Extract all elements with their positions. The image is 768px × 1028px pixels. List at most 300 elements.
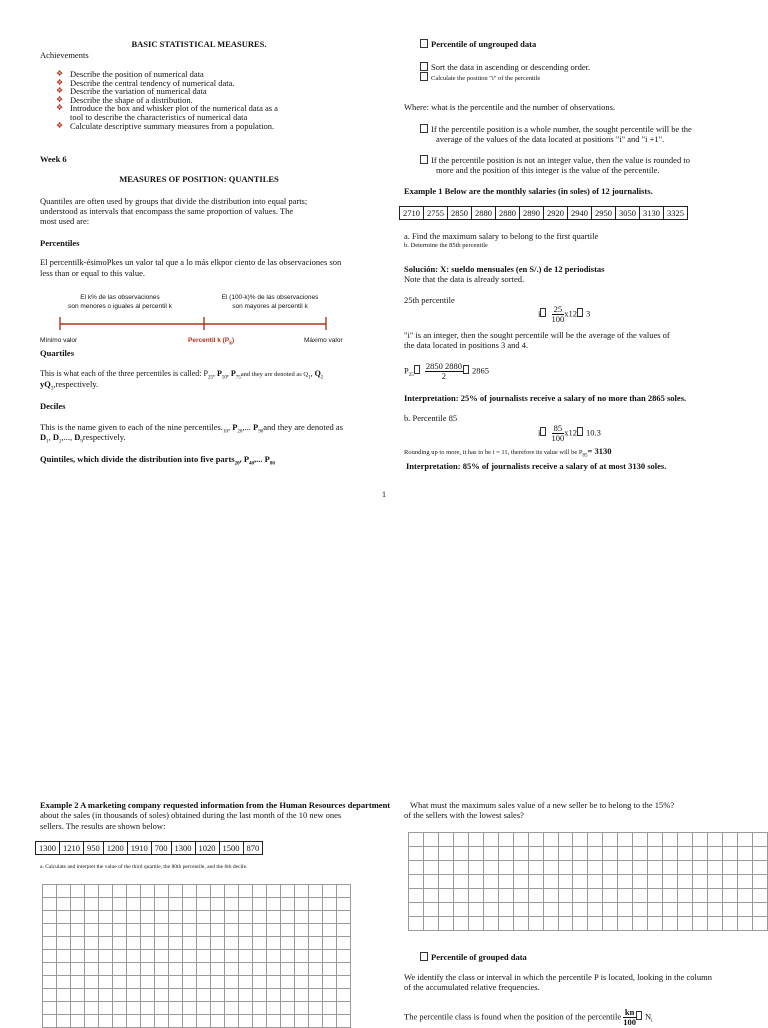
grid-cell bbox=[155, 976, 169, 989]
grid-cell bbox=[43, 898, 57, 911]
grid-cell bbox=[528, 833, 543, 847]
grid-cell bbox=[239, 1002, 253, 1015]
salary-cell: 3050 bbox=[616, 207, 640, 220]
grid-cell bbox=[678, 875, 693, 889]
grid-cell bbox=[573, 917, 588, 931]
grid-cell bbox=[483, 875, 498, 889]
diagram-right-label-1: El (100-k)% de las observaciones bbox=[221, 294, 319, 301]
grid-cell bbox=[438, 833, 453, 847]
percentile-definition-1: El percentilk-ésimoPkes un valor tal que a lo más elkpor ciento de las observaciones son bbox=[40, 257, 342, 267]
grid-cell bbox=[43, 937, 57, 950]
grid-cell bbox=[225, 963, 239, 976]
grid-cell bbox=[453, 875, 468, 889]
grid-cell bbox=[85, 937, 99, 950]
grid-cell bbox=[211, 1015, 225, 1028]
grid-cell bbox=[169, 924, 183, 937]
grid-cell bbox=[295, 950, 309, 963]
grid-cell bbox=[267, 937, 281, 950]
formula-p25-position: i $\frac{25}{100}$ x12 3 bbox=[538, 304, 591, 324]
grid-cell bbox=[752, 917, 767, 931]
grid-cell bbox=[43, 1015, 57, 1028]
sales-cell: 1020 bbox=[195, 842, 219, 855]
grid-cell bbox=[483, 889, 498, 903]
checkbox-icon bbox=[420, 72, 428, 81]
grid-cell bbox=[281, 989, 295, 1002]
grid-cell bbox=[169, 1002, 183, 1015]
grid-cell bbox=[409, 847, 424, 861]
grid-cell bbox=[737, 875, 752, 889]
grid-cell bbox=[253, 885, 267, 898]
grid-cell bbox=[453, 889, 468, 903]
grid-cell bbox=[678, 861, 693, 875]
grid-cell bbox=[483, 917, 498, 931]
grid-cell bbox=[483, 861, 498, 875]
diagram-left-label-1: El k% de las observaciones bbox=[80, 294, 160, 301]
grid-cell bbox=[337, 911, 351, 924]
grid-cell bbox=[323, 989, 337, 1002]
grid-cell bbox=[337, 885, 351, 898]
salary-cell: 2880 bbox=[472, 207, 496, 220]
grid-cell bbox=[453, 847, 468, 861]
grid-cell bbox=[155, 911, 169, 924]
grid-cell bbox=[409, 875, 424, 889]
grid-cell bbox=[239, 924, 253, 937]
grid-cell bbox=[141, 885, 155, 898]
grid-cell bbox=[71, 924, 85, 937]
grid-cell bbox=[573, 889, 588, 903]
grid-cell bbox=[309, 911, 323, 924]
grid-cell bbox=[43, 885, 57, 898]
grid-cell bbox=[468, 903, 483, 917]
sales-cell: 700 bbox=[151, 842, 171, 855]
grid-cell bbox=[483, 833, 498, 847]
grid-cell bbox=[309, 989, 323, 1002]
grid-cell bbox=[99, 1002, 113, 1015]
grid-cell bbox=[752, 889, 767, 903]
grid-cell bbox=[752, 903, 767, 917]
grid-cell bbox=[99, 963, 113, 976]
grid-cell bbox=[267, 989, 281, 1002]
grid-cell bbox=[423, 917, 438, 931]
grid-cell bbox=[141, 1002, 155, 1015]
grid-cell bbox=[752, 833, 767, 847]
grid-cell bbox=[71, 898, 85, 911]
quartiles-heading: Quartiles bbox=[40, 348, 74, 358]
grid-cell bbox=[309, 924, 323, 937]
solution-note: Note that the data is already sorted. bbox=[404, 274, 525, 284]
rule-2a: If the percentile position is not an integer value, then the value is rounded to bbox=[420, 155, 690, 165]
grid-cell bbox=[309, 937, 323, 950]
grid-cell bbox=[295, 963, 309, 976]
grid-cell bbox=[543, 889, 558, 903]
grid-cell bbox=[648, 861, 663, 875]
percentile-number-line bbox=[40, 314, 360, 330]
grid-cell bbox=[693, 861, 708, 875]
equals-icon bbox=[577, 427, 583, 436]
equals-icon bbox=[577, 308, 583, 317]
grid-cell bbox=[155, 1015, 169, 1028]
bullet-icon: ❖ bbox=[56, 69, 64, 78]
grid-cell bbox=[99, 950, 113, 963]
grid-cell bbox=[618, 861, 633, 875]
grid-cell bbox=[513, 833, 528, 847]
grid-cell bbox=[225, 976, 239, 989]
bullet-icon: ❖ bbox=[56, 94, 64, 104]
grid-cell bbox=[85, 885, 99, 898]
grid-cell bbox=[225, 924, 239, 937]
deciles-text-2: $D_1$, $D_2$,..., $D_9respectively$. bbox=[40, 432, 126, 445]
grid-cell bbox=[197, 885, 211, 898]
grid-cell bbox=[295, 885, 309, 898]
grid-cell bbox=[498, 903, 513, 917]
grid-cell bbox=[85, 911, 99, 924]
grid-cell bbox=[57, 885, 71, 898]
grid-cell bbox=[708, 903, 723, 917]
grid-cell bbox=[588, 861, 603, 875]
grid-cell bbox=[633, 847, 648, 861]
where-text: Where: what is the percentile and the number of observations. bbox=[404, 102, 616, 112]
percentile-diagram bbox=[40, 294, 360, 348]
grid-cell bbox=[737, 833, 752, 847]
grid-cell bbox=[618, 889, 633, 903]
grid-cell bbox=[483, 847, 498, 861]
grid-cell bbox=[708, 861, 723, 875]
grid-cell bbox=[295, 1015, 309, 1028]
grid-cell bbox=[71, 989, 85, 1002]
grid-cell bbox=[498, 917, 513, 931]
grid-cell bbox=[99, 989, 113, 1002]
quartiles-text: This is what each of the three percentiles is called: $P_{25}$, $P_{50}$, $P_{75}and$ they are denoted as $Q_1$, $Q_2$ bbox=[40, 369, 324, 381]
checkbox-icon bbox=[420, 62, 428, 71]
grid-cell bbox=[57, 1002, 71, 1015]
grid-cell bbox=[225, 989, 239, 1002]
grid-cell bbox=[71, 976, 85, 989]
grid-cell bbox=[183, 937, 197, 950]
grid-cell bbox=[183, 924, 197, 937]
grid-cell bbox=[663, 847, 678, 861]
grid-cell bbox=[752, 861, 767, 875]
grid-cell bbox=[603, 833, 618, 847]
grid-cell bbox=[588, 903, 603, 917]
achievement-item: ❖ Describe the variation of numerical data bbox=[56, 86, 207, 97]
grid-cell bbox=[708, 917, 723, 931]
grid-cell bbox=[603, 889, 618, 903]
grid-cell bbox=[113, 963, 127, 976]
grid-cell bbox=[409, 833, 424, 847]
grid-cell bbox=[113, 1002, 127, 1015]
grid-cell bbox=[281, 911, 295, 924]
grid-cell bbox=[453, 917, 468, 931]
grid-cell bbox=[85, 898, 99, 911]
grid-cell bbox=[99, 911, 113, 924]
work-grid-right bbox=[408, 832, 768, 931]
quantiles-para-1: Quantiles are often used by groups that divide the distribution into equal parts; bbox=[40, 196, 308, 206]
grid-cell bbox=[127, 937, 141, 950]
grid-cell bbox=[543, 903, 558, 917]
grid-cell bbox=[183, 976, 197, 989]
grid-cell bbox=[267, 898, 281, 911]
grid-cell bbox=[253, 924, 267, 937]
grid-cell bbox=[693, 889, 708, 903]
salary-cell: 2710 bbox=[400, 207, 424, 220]
grid-cell bbox=[155, 937, 169, 950]
grid-cell bbox=[309, 898, 323, 911]
grid-cell bbox=[267, 963, 281, 976]
grid-cell bbox=[197, 937, 211, 950]
grid-cell bbox=[423, 903, 438, 917]
grid-cell bbox=[588, 889, 603, 903]
grid-cell bbox=[558, 861, 573, 875]
grid-cell bbox=[723, 917, 738, 931]
grid-cell bbox=[57, 937, 71, 950]
question-15-percent-1: What must the maximum sales value of a new seller be to belong to the 15%? bbox=[410, 800, 675, 810]
grid-cell bbox=[57, 976, 71, 989]
grid-cell bbox=[678, 889, 693, 903]
grid-cell bbox=[603, 903, 618, 917]
grid-cell bbox=[295, 937, 309, 950]
grid-cell bbox=[57, 924, 71, 937]
salary-cell: 2950 bbox=[592, 207, 616, 220]
grid-cell bbox=[85, 976, 99, 989]
grid-cell bbox=[281, 950, 295, 963]
solution-title: Solución: X: sueldo mensuales (en S/.) de 12 periodistas bbox=[404, 264, 605, 274]
sales-cell: 1500 bbox=[219, 842, 243, 855]
grid-cell bbox=[468, 917, 483, 931]
equals-icon bbox=[414, 365, 420, 374]
grid-cell bbox=[155, 950, 169, 963]
grid-cell bbox=[468, 861, 483, 875]
grid-cell bbox=[409, 917, 424, 931]
grid-cell bbox=[183, 898, 197, 911]
grid-cell bbox=[253, 950, 267, 963]
grid-cell bbox=[169, 950, 183, 963]
grid-cell bbox=[663, 833, 678, 847]
grid-cell bbox=[155, 898, 169, 911]
grid-cell bbox=[99, 885, 113, 898]
grid-cell bbox=[528, 903, 543, 917]
grid-cell bbox=[558, 875, 573, 889]
grid-cell bbox=[169, 989, 183, 1002]
grid-cell bbox=[323, 976, 337, 989]
grid-cell bbox=[295, 898, 309, 911]
grid-cell bbox=[483, 903, 498, 917]
grid-cell bbox=[113, 898, 127, 911]
grid-cell bbox=[438, 889, 453, 903]
grid-cell bbox=[155, 963, 169, 976]
grouped-text-3: The percentile class is found when the position of the percentile $\frac{kn}{100}$ $N_i$ bbox=[404, 1007, 653, 1027]
p25-label: 25th percentile bbox=[404, 295, 455, 305]
sales-cell: 950 bbox=[84, 842, 104, 855]
grid-cell bbox=[71, 885, 85, 898]
grid-cell bbox=[57, 950, 71, 963]
grid-cell bbox=[309, 1015, 323, 1028]
grid-cell bbox=[543, 833, 558, 847]
grid-cell bbox=[618, 875, 633, 889]
grid-cell bbox=[708, 875, 723, 889]
grid-cell bbox=[113, 885, 127, 898]
grid-cell bbox=[323, 911, 337, 924]
formula-p25-value: $P_{25}$ $\frac{2850 2880}{2}$ 2865 bbox=[404, 361, 489, 381]
grid-cell bbox=[253, 898, 267, 911]
grid-cell bbox=[603, 847, 618, 861]
grid-cell bbox=[141, 937, 155, 950]
grid-cell bbox=[663, 861, 678, 875]
grid-cell bbox=[453, 861, 468, 875]
grouped-heading: Percentile of grouped data bbox=[420, 952, 527, 962]
grid-cell bbox=[295, 924, 309, 937]
grid-cell bbox=[513, 889, 528, 903]
grid-cell bbox=[693, 847, 708, 861]
grid-cell bbox=[752, 847, 767, 861]
grid-cell bbox=[43, 924, 57, 937]
grid-cell bbox=[169, 1015, 183, 1028]
quantiles-para-2: understood as intervals that encompass the same proportion of values. The bbox=[40, 206, 294, 216]
grid-cell bbox=[225, 898, 239, 911]
grid-cell bbox=[211, 898, 225, 911]
grid-cell bbox=[85, 1015, 99, 1028]
example-2-title: Example 2 A marketing company requested information from the Human Resources department bbox=[40, 800, 391, 810]
grid-cell bbox=[113, 950, 127, 963]
grid-cell bbox=[253, 937, 267, 950]
grid-cell bbox=[57, 963, 71, 976]
grid-cell bbox=[141, 963, 155, 976]
grid-cell bbox=[253, 963, 267, 976]
grid-cell bbox=[323, 1002, 337, 1015]
grid-cell bbox=[588, 875, 603, 889]
grid-cell bbox=[169, 885, 183, 898]
grid-cell bbox=[693, 833, 708, 847]
grid-cell bbox=[211, 937, 225, 950]
grid-cell bbox=[588, 847, 603, 861]
grid-cell bbox=[99, 924, 113, 937]
grid-cell bbox=[141, 898, 155, 911]
grid-cell bbox=[197, 989, 211, 1002]
checkbox-icon bbox=[420, 952, 428, 961]
grid-cell bbox=[513, 861, 528, 875]
grid-cell bbox=[513, 917, 528, 931]
grid-cell bbox=[543, 861, 558, 875]
grid-cell bbox=[573, 847, 588, 861]
grid-cell bbox=[239, 950, 253, 963]
grid-cell bbox=[468, 889, 483, 903]
salary-cell: 2940 bbox=[568, 207, 592, 220]
grid-cell bbox=[468, 833, 483, 847]
grid-cell bbox=[281, 898, 295, 911]
grid-cell bbox=[323, 937, 337, 950]
grid-cell bbox=[239, 989, 253, 1002]
grid-cell bbox=[295, 989, 309, 1002]
grid-cell bbox=[337, 898, 351, 911]
grid-cell bbox=[618, 833, 633, 847]
diagram-min-label: Mínimo valor bbox=[40, 337, 78, 344]
sales-cell: 1300 bbox=[36, 842, 60, 855]
grid-cell bbox=[323, 963, 337, 976]
grid-cell bbox=[337, 989, 351, 1002]
formula-p85-position: i $\frac{85}{100}$ x12 10.3 bbox=[538, 423, 601, 443]
grid-cell bbox=[513, 847, 528, 861]
salary-cell: 2920 bbox=[544, 207, 568, 220]
grid-cell bbox=[648, 833, 663, 847]
deciles-heading: Deciles bbox=[40, 401, 66, 411]
grid-cell bbox=[678, 847, 693, 861]
grid-cell bbox=[141, 1015, 155, 1028]
grid-cell bbox=[211, 885, 225, 898]
grid-cell bbox=[453, 833, 468, 847]
grid-cell bbox=[141, 924, 155, 937]
grid-cell bbox=[633, 861, 648, 875]
grid-cell bbox=[239, 911, 253, 924]
grid-cell bbox=[528, 889, 543, 903]
achievement-item: ❖ Describe the central tendency of numerical data. bbox=[56, 77, 235, 88]
achievement-item: ❖ Describe the shape of a distribution. bbox=[56, 94, 193, 105]
grid-cell bbox=[588, 833, 603, 847]
salary-cell: 2850 bbox=[448, 207, 472, 220]
grid-cell bbox=[225, 937, 239, 950]
grid-cell bbox=[633, 875, 648, 889]
grid-cell bbox=[141, 911, 155, 924]
achievements-label: Achievements bbox=[40, 50, 89, 60]
grid-cell bbox=[127, 911, 141, 924]
integer-text-1: "i" is an integer, then the sought percentile will be the average of the values of bbox=[404, 330, 670, 340]
grid-cell bbox=[337, 924, 351, 937]
grid-cell bbox=[723, 847, 738, 861]
page-number: 1 bbox=[381, 489, 387, 499]
grid-cell bbox=[543, 875, 558, 889]
grid-cell bbox=[281, 937, 295, 950]
grid-cell bbox=[323, 898, 337, 911]
grid-cell bbox=[169, 963, 183, 976]
grid-cell bbox=[127, 989, 141, 1002]
grid-cell bbox=[183, 963, 197, 976]
grid-cell bbox=[239, 898, 253, 911]
grid-cell bbox=[155, 924, 169, 937]
example-2-text-2: sellers. The results are shown below: bbox=[40, 821, 166, 831]
salary-cell: 2890 bbox=[520, 207, 544, 220]
grid-cell bbox=[633, 833, 648, 847]
grid-cell bbox=[295, 911, 309, 924]
grid-cell bbox=[225, 885, 239, 898]
grid-cell bbox=[225, 1015, 239, 1028]
interpretation-2: Interpretation: 85% of journalists receive a salary of at most 3130 soles. bbox=[406, 461, 667, 471]
grid-cell bbox=[573, 903, 588, 917]
grid-cell bbox=[267, 924, 281, 937]
grid-cell bbox=[723, 889, 738, 903]
grid-cell bbox=[752, 875, 767, 889]
grid-cell bbox=[183, 885, 197, 898]
grid-cell bbox=[737, 861, 752, 875]
achievement-item-cont: tool to describe the characteristics of numerical data bbox=[70, 111, 248, 122]
grid-cell bbox=[211, 950, 225, 963]
grid-cell bbox=[99, 1015, 113, 1028]
example-1-title: Example 1 Below are the monthly salaries (in soles) of 12 journalists. bbox=[404, 186, 653, 196]
grid-cell bbox=[253, 911, 267, 924]
grid-cell bbox=[468, 875, 483, 889]
grid-cell bbox=[211, 976, 225, 989]
grid-cell bbox=[211, 989, 225, 1002]
grid-cell bbox=[85, 1002, 99, 1015]
diagram-max-label: Máximo valor bbox=[304, 337, 343, 344]
grid-cell bbox=[423, 833, 438, 847]
grid-cell bbox=[71, 963, 85, 976]
grid-cell bbox=[281, 963, 295, 976]
interpretation-1: Interpretation: 25% of journalists receive a salary of no more than 2865 soles. bbox=[404, 393, 687, 403]
grid-cell bbox=[603, 917, 618, 931]
grid-cell bbox=[183, 989, 197, 1002]
grid-cell bbox=[267, 976, 281, 989]
grid-cell bbox=[169, 911, 183, 924]
diagram-left-label-2: son menores o iguales al percentil k bbox=[68, 303, 172, 310]
grid-cell bbox=[99, 937, 113, 950]
